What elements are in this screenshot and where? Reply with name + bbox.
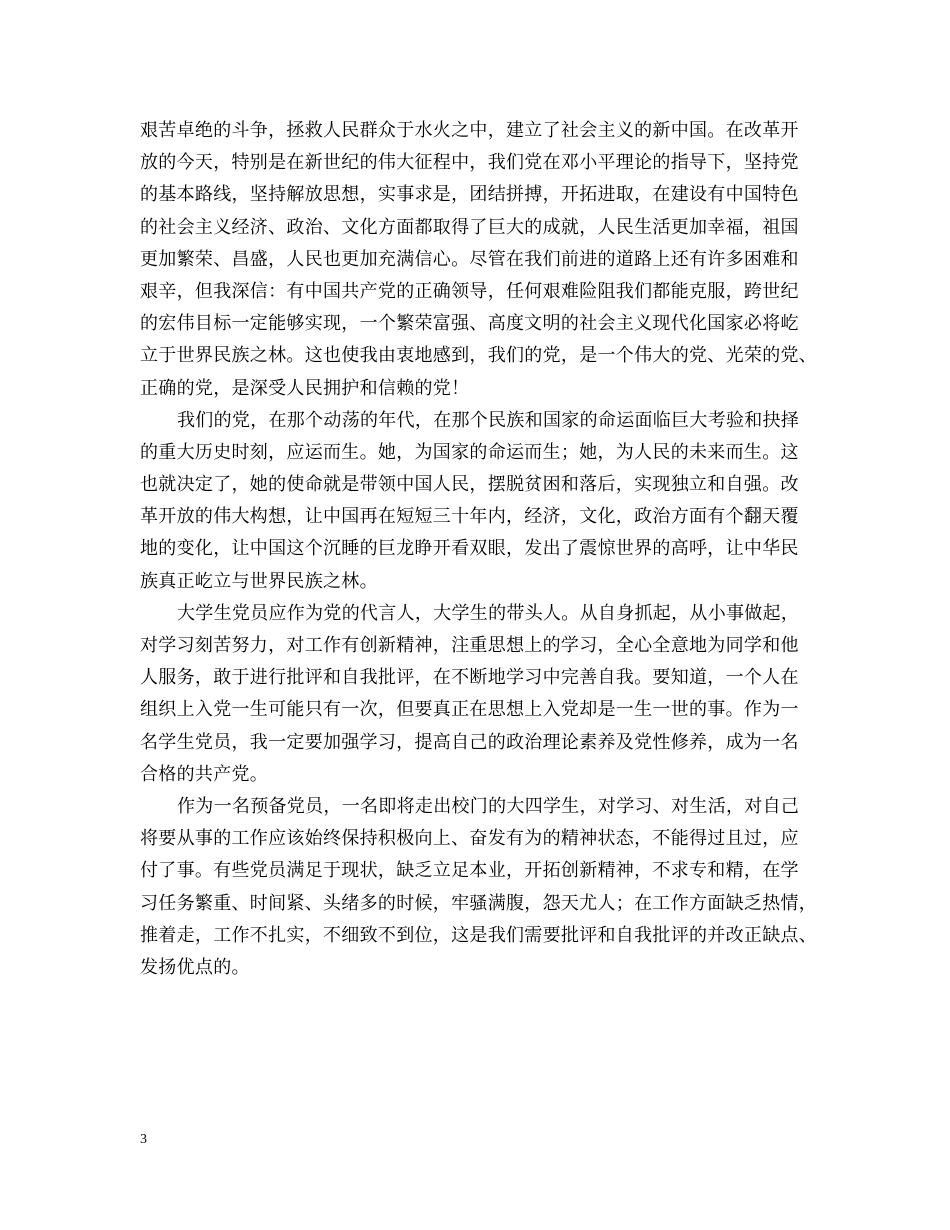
text-line: 人服务，敢于进行批评和自我批评，在不断地学习中完善自我。要知道，一个人在 <box>140 667 799 689</box>
text-line: 的社会主义经济、政治、文化方面都取得了巨大的成就，人民生活更加幸福，祖国 <box>140 216 799 238</box>
paragraph-4 <box>140 791 840 984</box>
text-line: 推着走，工作不扎实，不细致不到位，这是我们需要批评和自我批评的并改正缺点、 <box>140 924 818 946</box>
text-line: 立于世界民族之林。这也使我由衷地感到，我们的党，是一个伟大的党、光荣的党、 <box>140 345 818 367</box>
text-line: 对学习刻苦努力，对工作有创新精神，注重思想上的学习，全心全意地为同学和他 <box>140 635 799 656</box>
text-line: 放的今天，特别是在新世纪的伟大征程中，我们党在邓小平理论的指导下，坚持党 <box>140 152 799 174</box>
text-line: 发扬优点的。 <box>140 956 250 978</box>
text-line: 也就决定了，她的使命就是带领中国人民，摆脱贫困和落后，实现独立和自强。改 <box>140 474 799 496</box>
text-line: 革开放的伟大构想，让中国再在短短三十年内，经济，文化，政治方面有个翻天覆 <box>140 506 799 528</box>
text-line: 组织上入党一生可能只有一次，但要真正在思想上入党却是一生一世的事。作为一 <box>140 699 799 721</box>
text-line: 的宏伟目标一定能够实现，一个繁荣富强、高度文明的社会主义现代化国家必将屹 <box>140 313 799 335</box>
text-line-indented: 我们的党，在那个动荡的年代，在那个民族和国家的命运面临巨大考验和抉择 <box>177 409 800 431</box>
text-line: 习任务繁重、时间紧、头绪多的时候，牢骚满腹，怨天尤人；在工作方面缺乏热情， <box>140 892 818 914</box>
text-line: 地的变化，让中国这个沉睡的巨龙睁开看双眼，发出了震惊世界的高呼，让中华民 <box>140 538 799 560</box>
text-line: 艰辛，但我深信：有中国共产党的正确领导，任何艰难险阻我们都能克服，跨世纪 <box>140 280 799 302</box>
body-text <box>140 115 840 984</box>
paragraph-1 <box>140 115 840 405</box>
text-line: 更加繁荣、昌盛，人民也更加充满信心。尽管在我们前进的道路上还有许多困难和 <box>140 248 799 270</box>
text-line: 正确的党，是深受人民拥护和信赖的党！ <box>140 377 470 399</box>
text-line: 将要从事的工作应该始终保持积极向上、奋发有为的精神状态，不能得过且过，应 <box>140 828 799 850</box>
text-line-indented: 作为一名预备党员，一名即将走出校门的大四学生，对学习、对生活，对自己 <box>177 795 800 817</box>
page-number: 3 <box>140 1132 147 1147</box>
text-line: 合格的共产党。 <box>140 763 269 785</box>
text-line: 艰苦卓绝的斗争，拯救人民群众于水火之中，建立了社会主义的新中国。在改革开 <box>140 120 799 141</box>
text-line: 名学生党员，我一定要加强学习，提高自己的政治理论素养及党性修养，成为一名 <box>140 731 799 753</box>
text-line: 付了事。有些党员满足于现状，缺乏立足本业，开拓创新精神，不求专和精，在学 <box>140 860 799 882</box>
text-line: 的重大历史时刻，应运而生。她，为国家的命运而生；她，为人民的未来而生。这 <box>140 441 799 463</box>
text-line: 族真正屹立与世界民族之林。 <box>140 570 378 592</box>
paragraph-2 <box>140 405 840 598</box>
text-line: 的基本路线，坚持解放思想，实事求是，团结拼搏，开拓进取，在建设有中国特色 <box>140 184 799 206</box>
text-line-indented: 大学生党员应作为党的代言人，大学生的带头人。从自身抓起，从小事做起， <box>177 602 800 624</box>
paragraph-3 <box>140 598 840 791</box>
